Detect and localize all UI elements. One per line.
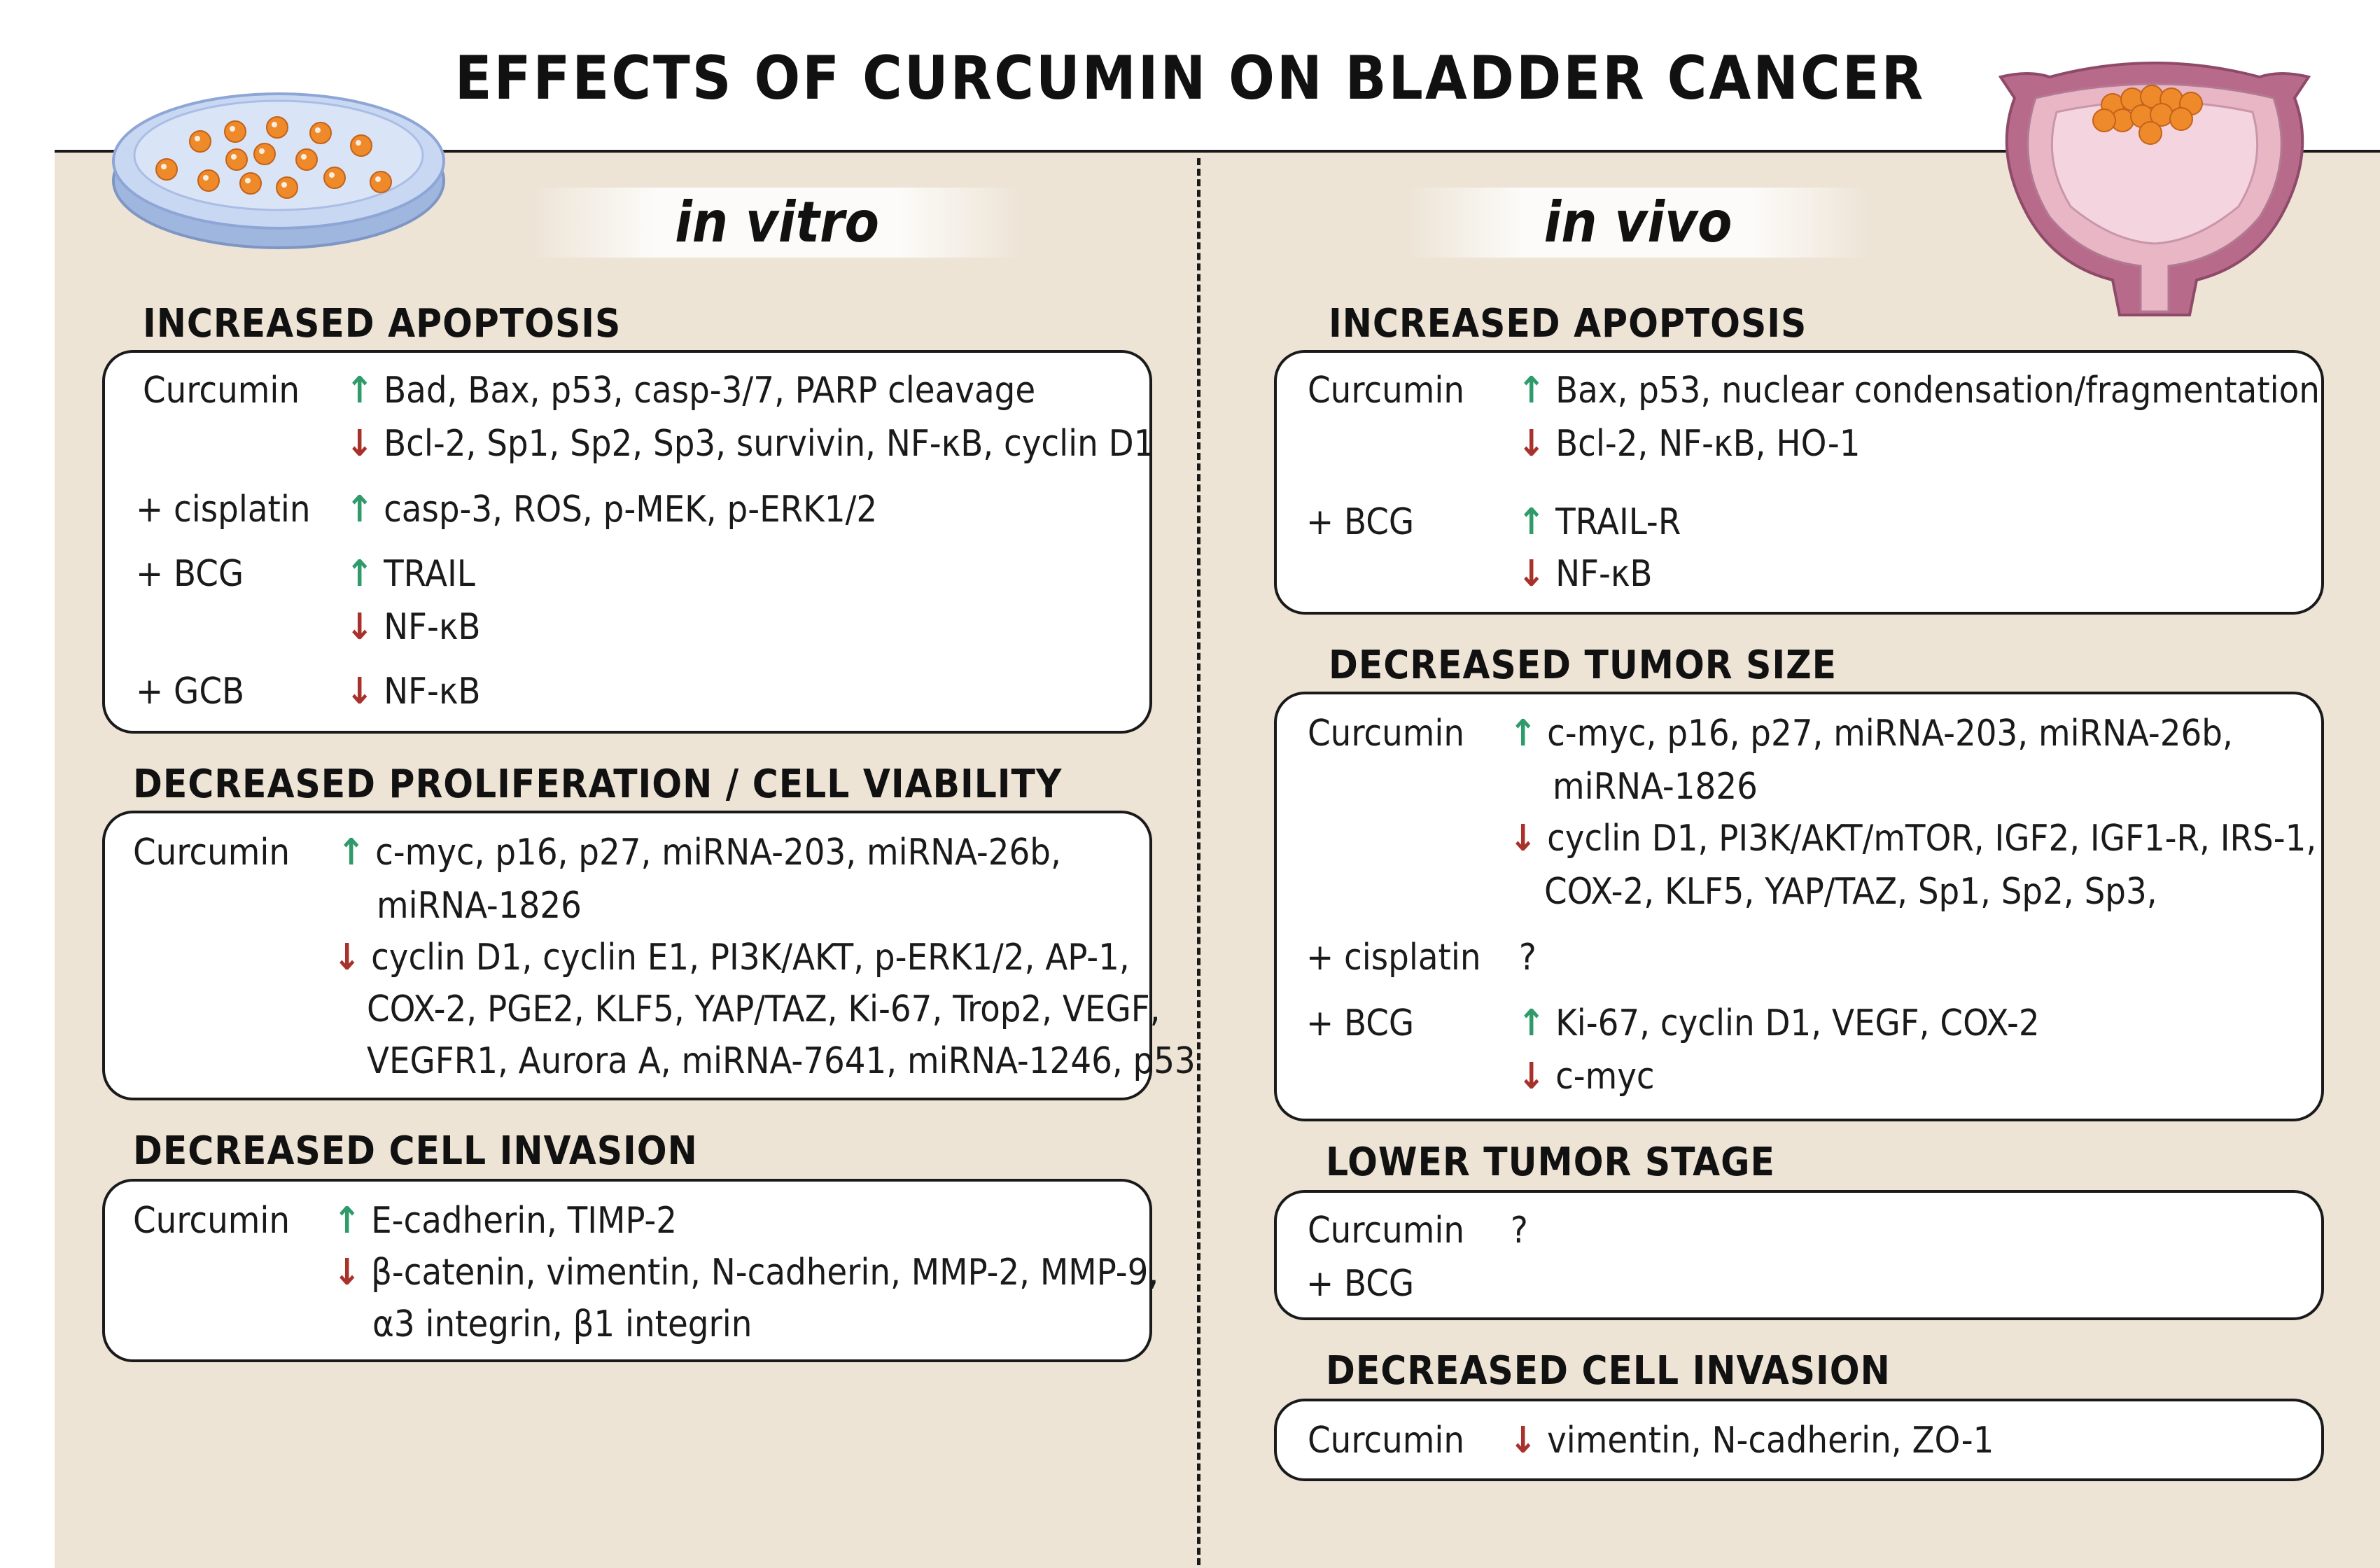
row-content <box>346 665 481 718</box>
row-content <box>1509 707 2233 760</box>
row-label: + BCG <box>1306 1002 1415 1044</box>
row-label: + BCG <box>1306 501 1415 543</box>
up-arrow-icon: ↑ <box>337 832 365 874</box>
petri-dish-icon <box>104 63 454 259</box>
section-title: INCREASED APOPTOSIS <box>1329 301 1807 346</box>
row-text: COX-2, PGE2, KLF5, YAP/TAZ, Ki-67, Trop2, VEGF, <box>367 988 1161 1030</box>
row-text: c-myc, p16, p27, miRNA-203, miRNA-26b, <box>1547 713 2233 755</box>
row-text: c-myc, p16, p27, miRNA-203, miRNA-26b, <box>375 832 1061 874</box>
down-arrow-icon: ↓ <box>1509 1420 1537 1462</box>
row-content <box>1518 997 2040 1050</box>
row-text: miRNA-1826 <box>1553 766 1758 808</box>
row-content <box>367 1035 1196 1088</box>
row-content <box>346 601 481 654</box>
column-divider <box>1197 158 1200 1565</box>
row-content <box>346 547 475 601</box>
row-content <box>346 417 1154 470</box>
row-label: + GCB <box>136 671 245 713</box>
section-title: DECREASED TUMOR SIZE <box>1329 643 1837 688</box>
row-text: ? <box>1511 1210 1528 1252</box>
row-label: Curcumin <box>1308 370 1465 412</box>
in-vivo-heading: in vivo <box>1407 188 1869 258</box>
row-content <box>337 826 1061 879</box>
row-content <box>1518 496 1681 549</box>
row-label: Curcumin <box>1308 713 1465 755</box>
row-content <box>333 931 1130 984</box>
row-content <box>333 1246 1158 1299</box>
down-arrow-icon: ↓ <box>346 606 374 648</box>
row-text: Bcl-2, Sp1, Sp2, Sp3, survivin, NF-κB, cyclin D1 <box>384 423 1155 465</box>
row-text: Ki-67, cyclin D1, VEGF, COX-2 <box>1555 1002 2040 1044</box>
row-content <box>367 983 1160 1036</box>
up-arrow-icon: ↑ <box>1518 501 1546 543</box>
row-label: + cisplatin <box>136 489 311 531</box>
row-text: NF-κB <box>1555 553 1653 595</box>
row-content <box>372 1298 752 1351</box>
row-text: NF-κB <box>384 671 481 713</box>
row-content <box>377 879 582 932</box>
figure-title: EFFECTS OF CURCUMIN ON BLADDER CANCER <box>454 43 1926 113</box>
row-label: Curcumin <box>143 370 300 412</box>
row-text: cyclin D1, cyclin E1, PI3K/AKT, p-ERK1/2, AP-1, <box>371 937 1130 979</box>
row-text: casp-3, ROS, p-MEK, p-ERK1/2 <box>384 489 878 531</box>
row-content <box>1518 547 1653 601</box>
down-arrow-icon: ↓ <box>333 1252 361 1294</box>
up-arrow-icon: ↑ <box>346 489 374 531</box>
row-text: Bcl-2, NF-κB, HO-1 <box>1555 423 1861 465</box>
row-content <box>1518 417 1861 470</box>
row-text: c-myc <box>1555 1056 1655 1098</box>
section-title: LOWER TUMOR STAGE <box>1326 1140 1775 1185</box>
row-text: TRAIL-R <box>1555 501 1681 543</box>
row-text: α3 integrin, β1 integrin <box>372 1303 752 1345</box>
row-content <box>1509 1414 1994 1467</box>
in-vitro-heading: in vitro <box>532 188 1022 258</box>
down-arrow-icon: ↓ <box>1518 1056 1546 1098</box>
row-text: β-catenin, vimentin, N-cadherin, MMP-2, MMP-9, <box>371 1252 1159 1294</box>
section-title: INCREASED APOPTOSIS <box>143 301 622 346</box>
row-label: Curcumin <box>1308 1420 1465 1462</box>
row-content <box>346 364 1035 417</box>
row-text: miRNA-1826 <box>377 885 582 927</box>
row-content <box>1509 812 2316 865</box>
row-text: cyclin D1, PI3K/AKT/mTOR, IGF2, IGF1-R, IRS-1, <box>1547 818 2317 860</box>
down-arrow-icon: ↓ <box>1518 423 1546 465</box>
row-text: ? <box>1519 937 1536 979</box>
down-arrow-icon: ↓ <box>346 423 374 465</box>
row-content <box>1553 760 1758 813</box>
row-text: E-cadherin, TIMP-2 <box>371 1200 678 1242</box>
up-arrow-icon: ↑ <box>346 553 374 595</box>
row-content <box>1518 364 2320 417</box>
section-title: DECREASED CELL INVASION <box>133 1128 698 1174</box>
row-text: Bax, p53, nuclear condensation/fragmentation <box>1555 370 2320 412</box>
section-title: DECREASED CELL INVASION <box>1326 1348 1891 1394</box>
row-content <box>1519 931 1536 984</box>
row-label: Curcumin <box>133 832 290 874</box>
row-text: Bad, Bax, p53, casp-3/7, PARP cleavage <box>384 370 1036 412</box>
row-text: NF-κB <box>384 606 481 648</box>
row-label: + BCG <box>136 553 244 595</box>
bladder-icon <box>1987 56 2323 322</box>
row-text: VEGFR1, Aurora A, miRNA-7641, miRNA-1246, p53 <box>367 1040 1196 1082</box>
up-arrow-icon: ↑ <box>1518 370 1546 412</box>
row-label: Curcumin <box>133 1200 290 1242</box>
row-content <box>1544 865 2157 918</box>
row-content <box>1511 1204 1528 1257</box>
down-arrow-icon: ↓ <box>1509 818 1537 860</box>
up-arrow-icon: ↑ <box>333 1200 361 1242</box>
row-text: vimentin, N-cadherin, ZO-1 <box>1547 1420 1994 1462</box>
row-content <box>1518 1050 1655 1103</box>
down-arrow-icon: ↓ <box>333 937 361 979</box>
section-title: DECREASED PROLIFERATION / CELL VIABILITY <box>133 762 1063 807</box>
row-label: Curcumin <box>1308 1210 1465 1252</box>
row-content <box>346 483 877 536</box>
row-label: + BCG <box>1306 1263 1415 1305</box>
row-content <box>333 1194 677 1247</box>
up-arrow-icon: ↑ <box>1509 713 1537 755</box>
row-label: + cisplatin <box>1306 937 1481 979</box>
down-arrow-icon: ↓ <box>346 671 374 713</box>
up-arrow-icon: ↑ <box>1518 1002 1546 1044</box>
row-text: COX-2, KLF5, YAP/TAZ, Sp1, Sp2, Sp3, <box>1544 871 2157 913</box>
row-text: TRAIL <box>384 553 475 595</box>
up-arrow-icon: ↑ <box>346 370 374 412</box>
down-arrow-icon: ↓ <box>1518 553 1546 595</box>
